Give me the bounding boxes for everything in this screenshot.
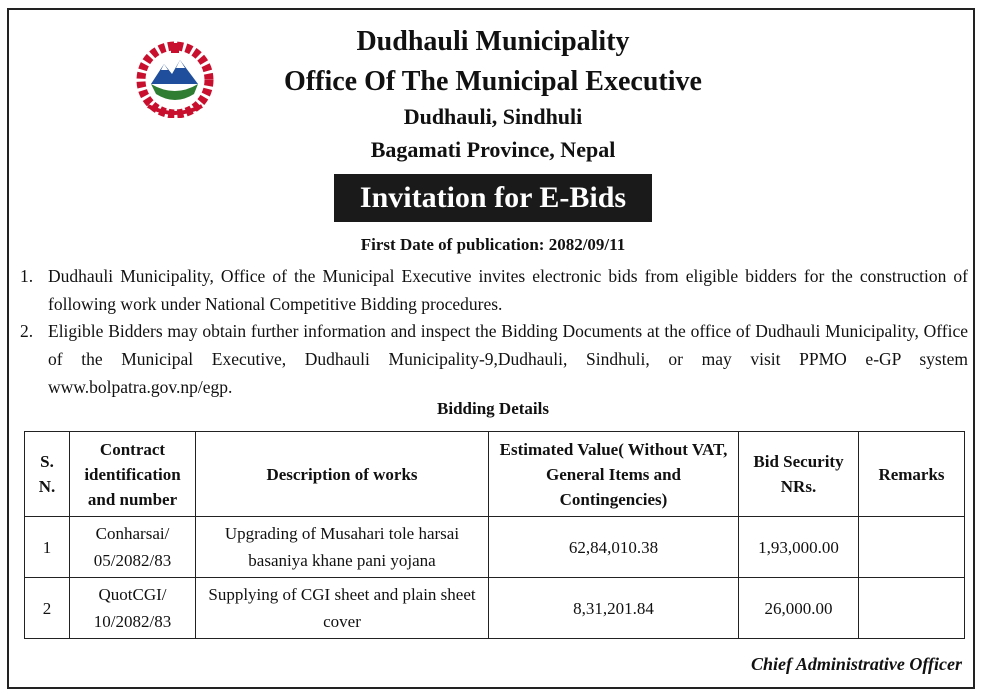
cell-estimate: 8,31,201.84	[489, 578, 739, 639]
cell-description: Upgrading of Musahari tole harsai basaniya khane pani yojana	[196, 517, 489, 578]
cell-security: 26,000.00	[739, 578, 859, 639]
cell-estimate: 62,84,010.38	[489, 517, 739, 578]
paragraph-text: Dudhauli Municipality, Office of the Municipal Executive invites electronic bids from eligible bidders for the construction of following work under National Competitive Bidding procedures.	[48, 266, 968, 314]
table-header-row	[25, 432, 965, 517]
cell-security: 1,93,000.00	[739, 517, 859, 578]
paragraph-number: 1.	[20, 266, 34, 286]
office-name: Office Of The Municipal Executive	[284, 66, 702, 97]
header-description: Description of works	[196, 432, 489, 517]
cell-description: Supplying of CGI sheet and plain sheet cover	[196, 578, 489, 639]
office-location: Dudhauli, Sindhuli	[403, 104, 583, 129]
cell-remarks	[859, 578, 965, 639]
header-remarks: Remarks	[859, 432, 965, 517]
cell-remarks	[859, 517, 965, 578]
header-security: Bid Security NRs.	[739, 432, 859, 517]
paragraph-number: 2.	[20, 321, 34, 341]
province: Bagamati Province, Nepal	[370, 137, 616, 162]
notice-title-banner: Invitation for E-Bids	[334, 174, 652, 222]
header-contract: Contract identification and number	[70, 432, 196, 517]
paragraph-2	[20, 317, 968, 401]
table-row	[25, 578, 965, 639]
publication-date: First Date of publication: 2082/09/11	[360, 235, 626, 254]
cell-sn: 2	[25, 578, 70, 639]
header-estimate: Estimated Value( Without VAT, General Items and Contingencies)	[489, 432, 739, 517]
municipality-name: Dudhauli Municipality	[356, 26, 630, 57]
cell-contract: QuotCGI/ 10/2082/83	[70, 578, 196, 639]
table-row	[25, 517, 965, 578]
bidding-details-heading: Bidding Details	[437, 399, 549, 418]
paragraph-1	[20, 262, 968, 318]
paragraph-text: Eligible Bidders may obtain further information and inspect the Bidding Documents at the office of Dudhauli Municipality, Office of the Municipal Executive, Dudhauli Municipality-9,Dudhauli, Sindhuli, or may visit PPMO e-GP system www.bolpatra.gov.np/egp.	[48, 321, 968, 397]
header-sn: S. N.	[25, 432, 70, 517]
signatory-title: Chief Administrative Officer	[751, 654, 962, 674]
cell-contract: Conharsai/ 05/2082/83	[70, 517, 196, 578]
cell-sn: 1	[25, 517, 70, 578]
bidding-details-table	[24, 431, 965, 639]
